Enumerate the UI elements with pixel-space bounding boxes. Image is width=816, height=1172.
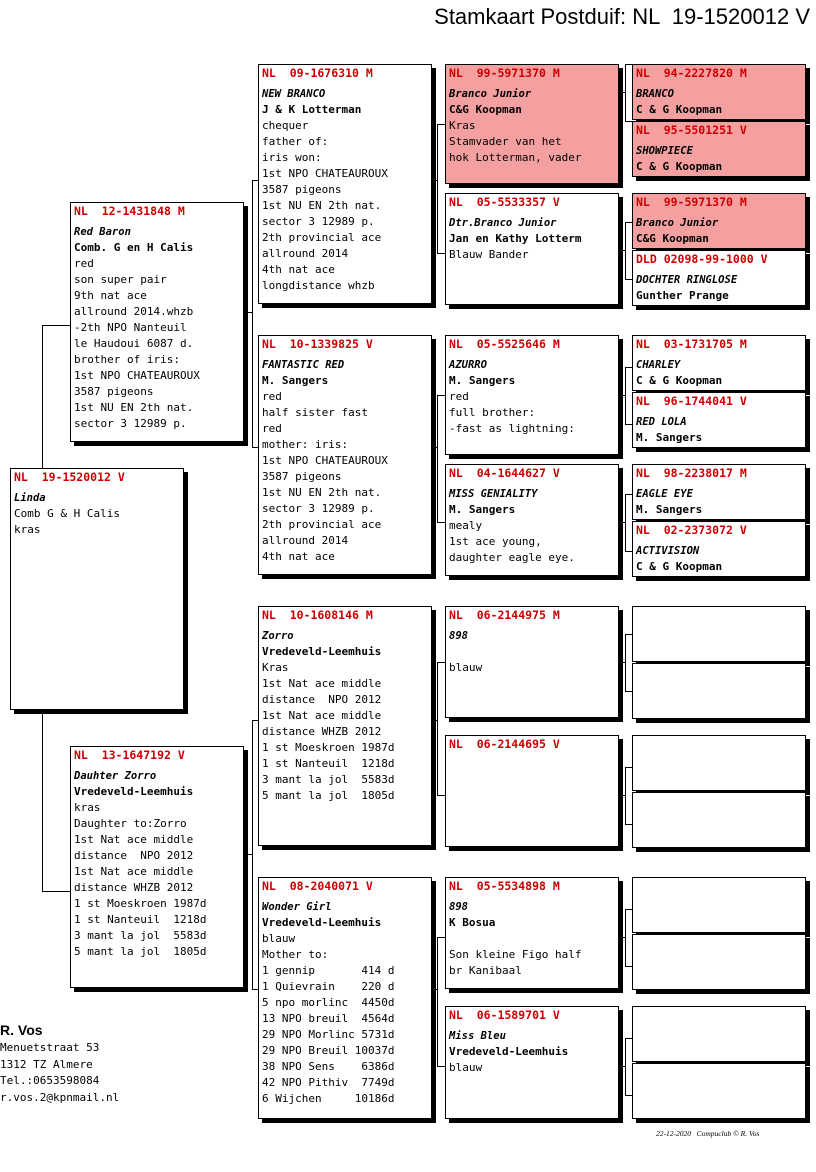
info-line: allround 2014.whzb [74,305,194,318]
ring-number: NL 98-2238017 M [636,466,747,480]
ring-number: NL 95-5501251 V [636,123,747,137]
info-line: -2th NPO Nanteuil [74,321,187,334]
owner-phone: Tel.:0653598084 [0,1074,100,1087]
pigeon-name: 898 [449,630,468,642]
info-line: mother: iris: [262,438,349,451]
info-line: kras [14,523,41,536]
breeder-name: C & G Koopman [636,560,723,573]
pedigree-card [632,121,806,177]
info-line [446,644,618,660]
info-line: 13 NPO breuil 4564d [262,1012,395,1025]
pigeon-name: SHOWPIECE [636,145,693,157]
connector-line [625,824,632,825]
info-line: 5 mant la jol 1805d [262,789,395,802]
pedigree-card [632,464,806,520]
breeder-name: J & K Lotterman [262,103,362,116]
owner-address-street: Menuetstraat 53 [0,1041,100,1054]
connector-line [437,1066,445,1067]
ring-number: NL 10-1339825 V [262,337,373,351]
pedigree-card [632,877,806,933]
info-line: Mother to: [262,948,329,961]
connector-line [625,222,626,279]
connector-line [437,937,438,1066]
breeder-name: C & G Koopman [636,103,723,116]
connector-line [437,395,438,522]
pedigree-card [632,64,806,120]
breeder-name: M. Sangers [636,503,703,516]
info-line: Comb G & H Calis [14,507,120,520]
pedigree-card [632,392,806,448]
ring-number: NL 12-1431848 M [74,204,185,218]
ring-number: NL 96-1744041 V [636,394,747,408]
connector-line [437,124,438,253]
connector-line [625,551,632,552]
owner-email: r.vos.2@kpnmail.nl [0,1090,120,1104]
footer-date: 22-12-2020 [656,1129,691,1138]
pigeon-name: NEW BRANCO [262,88,326,100]
info-line: half sister fast [262,406,368,419]
connector-line [252,720,253,989]
ring-number: NL 06-2144695 V [449,737,560,751]
info-line: sector 3 12989 p. [262,502,375,515]
pedigree-card [445,464,619,576]
breeder-name: Vredeveld-Leemhuis [262,645,382,658]
ring-number: NL 19-1520012 V [14,470,125,484]
footer-credit: Compuclub © R. Vos [696,1129,760,1138]
connector-line [42,325,43,468]
info-line: 1st NU EN 2th nat. [262,199,382,212]
pedigree-card [445,335,619,455]
pedigree-card [632,1006,806,1062]
pedigree-card [10,468,184,710]
connector-line [437,522,445,523]
breeder-name: Vredeveld-Leemhuis [262,916,382,929]
connector-line [625,634,632,635]
ring-number: NL 02-2373072 V [636,523,747,537]
ring-number: NL 94-2227820 M [636,66,747,80]
info-line: 3 mant la jol 5583d [262,773,395,786]
info-line: Blauw Bander [449,248,529,261]
pigeon-name: Branco Junior [636,217,719,229]
pedigree-card [445,877,619,989]
connector-line [625,367,632,368]
info-line: kras [74,801,101,814]
pedigree-card [632,606,806,662]
connector-line [625,1095,632,1096]
info-line: mealy [449,519,483,532]
pigeon-name: Wonder Girl [262,901,332,913]
info-line: 1st NPO CHATEAUROUX [74,369,200,382]
info-line: distance WHZB 2012 [262,725,382,738]
info-line: Stamvader van het [449,135,562,148]
ring-number: NL 05-5525646 M [449,337,560,351]
breeder-name: Gunther Prange [636,289,729,302]
pedigree-card [632,934,806,990]
connector-line [625,222,632,223]
pigeon-name: AZURRO [449,359,487,371]
pedigree-card [632,792,806,848]
pigeon-name: Red Baron [74,226,131,238]
owner-block [0,1020,119,1106]
pedigree-card [445,1006,619,1119]
info-line: blauw [449,661,483,674]
info-line: son super pair [74,273,167,286]
pigeon-name: CHARLEY [636,359,681,371]
info-line: father of: [262,135,329,148]
owner-address-city: 1312 TZ Almere [0,1057,93,1071]
connector-line [437,124,445,125]
pigeon-name: Branco Junior [449,88,532,100]
connector-line [625,367,626,424]
info-line: 3587 pigeons [262,470,342,483]
info-line: 1 st Moeskroen 1987d [74,897,207,910]
pedigree-card [258,335,432,575]
pedigree-card [445,606,619,718]
ring-number: NL 04-1644627 V [449,466,560,480]
pedigree-card [632,663,806,719]
ring-number: DLD 02098-99-1000 V [636,252,768,266]
info-line: 1st Nat ace middle [262,677,382,690]
info-line: 1 st Moeskroen 1987d [262,741,395,754]
info-line: 1st Nat ace middle [262,709,382,722]
pedigree-card [632,193,806,249]
pedigree-card [258,64,432,304]
pedigree-card [632,335,806,391]
connector-line [625,909,632,910]
connector-line [625,64,626,121]
info-line: 1st NPO CHATEAUROUX [262,454,388,467]
pedigree-card [258,606,432,846]
ring-number: NL 09-1676310 M [262,66,373,80]
connector-line [625,494,626,551]
connector-line [625,279,632,280]
pedigree-card [70,746,244,988]
info-line: le Haudoui 6087 d. [74,337,194,350]
connector-line [625,1038,626,1095]
ring-number: NL 05-5533357 V [449,195,560,209]
connector-line [42,325,70,326]
info-line: daughter eagle eye. [449,551,575,564]
info-line: -fast as lightning: [449,422,575,435]
breeder-name: C&G Koopman [636,232,709,245]
info-line: iris won: [262,151,322,164]
info-line: 6 Wijchen 10186d [262,1092,395,1105]
info-line: 3587 pigeons [74,385,154,398]
connector-line [625,767,632,768]
connector-line [625,691,632,692]
breeder-name: K Bosua [449,916,496,929]
info-line [446,931,618,947]
pigeon-name: Dtr.Branco Junior [449,217,557,229]
ring-number: NL 06-2144975 M [449,608,560,622]
ring-number: NL 10-1608146 M [262,608,373,622]
connector-line [625,634,626,691]
page-title: Stamkaart Postduif: NL 19-1520012 V [434,4,810,29]
info-line: distance NPO 2012 [262,693,382,706]
connector-line [437,937,445,938]
connector-line [625,1038,632,1039]
connector-line [437,795,445,796]
info-line: longdistance whzb [262,279,375,292]
info-line: blauw [262,932,296,945]
breeder-name: C&G Koopman [449,103,522,116]
connector-line [252,180,253,447]
pedigree-card [70,202,244,442]
info-line: chequer [262,119,309,132]
pedigree-card [445,735,619,847]
info-line: 4th nat ace [262,263,335,276]
breeder-name: M. Sangers [636,431,703,444]
info-line: 1st Nat ace middle [74,865,194,878]
info-line: br Kanibaal [449,964,522,977]
info-line: distance WHZB 2012 [74,881,194,894]
info-line: Kras [449,119,476,132]
pigeon-name: BRANCO [636,88,674,100]
info-line: allround 2014 [262,534,349,547]
info-line: 1 st Nanteuil 1218d [262,757,395,770]
connector-line [42,891,70,892]
connector-line [42,710,43,891]
info-line: 1st NU EN 2th nat. [262,486,382,499]
pigeon-name: Linda [14,492,46,504]
info-line: 4th nat ace [262,550,335,563]
ring-number: NL 05-5534898 M [449,879,560,893]
breeder-name: Jan en Kathy Lotterm [449,232,582,245]
pedigree-card [632,735,806,791]
info-line: 1 gennip 414 d [262,964,395,977]
footer [656,1129,759,1138]
pigeon-name: Zorro [262,630,294,642]
info-line: 5 npo morlinc 4450d [262,996,395,1009]
breeder-name: C & G Koopman [636,374,723,387]
info-line: 1st NU EN 2th nat. [74,401,194,414]
info-line: 2th provincial ace [262,518,382,531]
info-line: 1st NPO CHATEAUROUX [262,167,388,180]
info-line: sector 3 12989 p. [262,215,375,228]
breeder-name: Vredeveld-Leemhuis [449,1045,569,1058]
info-line: red [262,390,282,403]
ring-number: NL 13-1647192 V [74,748,185,762]
breeder-name: M. Sangers [449,374,516,387]
info-line: 3 mant la jol 5583d [74,929,207,942]
ring-number: NL 99-5971370 M [449,66,560,80]
info-line: 1 Quievrain 220 d [262,980,395,993]
info-line: 42 NPO Pithiv 7749d [262,1076,395,1089]
breeder-name: M. Sangers [449,503,516,516]
pigeon-name: ACTIVISION [636,545,700,557]
pigeon-name: FANTASTIC RED [262,359,345,371]
connector-line [625,424,632,425]
info-line: sector 3 12989 p. [74,417,187,430]
ring-number: NL 03-1731705 M [636,337,747,351]
info-line: distance NPO 2012 [74,849,194,862]
pedigree-card [445,193,619,305]
info-line: Kras [262,661,289,674]
breeder-name: Vredeveld-Leemhuis [74,785,194,798]
info-line: 1 st Nanteuil 1218d [74,913,207,926]
info-line: Son kleine Figo half [449,948,582,961]
connector-line [625,64,632,65]
pigeon-name: Miss Bleu [449,1030,506,1042]
pigeon-name: Dauhter Zorro [74,770,157,782]
connector-line [625,494,632,495]
info-line: 2th provincial ace [262,231,382,244]
connector-line [625,121,632,122]
info-line: 1st ace young, [449,535,542,548]
connector-line [437,395,445,396]
pedigree-card [445,64,619,184]
ring-number: NL 99-5971370 M [636,195,747,209]
connector-line [437,253,445,254]
connector-line [625,909,626,966]
pigeon-name: 898 [449,901,468,913]
info-line: allround 2014 [262,247,349,260]
info-line: full brother: [449,406,536,419]
ring-number: NL 06-1589701 V [449,1008,560,1022]
info-line: red [74,257,94,270]
info-line: blauw [449,1061,483,1074]
pigeon-name: RED LOLA [636,416,687,428]
pedigree-card [632,521,806,577]
connector-line [625,767,626,824]
info-line: 5 mant la jol 1805d [74,945,207,958]
pedigree-card [632,1063,806,1119]
breeder-name: Comb. G en H Calis [74,241,194,254]
info-line: red [449,390,469,403]
info-line: red [262,422,282,435]
pigeon-name: EAGLE EYE [636,488,693,500]
owner-name: R. Vos [0,1022,43,1038]
pedigree-card [632,250,806,306]
info-line: 9th nat ace [74,289,147,302]
info-line: hok Lotterman, vader [449,151,582,164]
pigeon-name: MISS GENIALITY [449,488,538,500]
info-line: Daughter to:Zorro [74,817,187,830]
info-line: brother of iris: [74,353,180,366]
connector-line [437,662,445,663]
ring-number: NL 08-2040071 V [262,879,373,893]
connector-line [244,854,252,855]
pigeon-name: DOCHTER RINGLOSE [636,274,738,286]
info-line: 29 NPO Morlinc 5731d [262,1028,395,1041]
breeder-name: C & G Koopman [636,160,723,173]
info-line: 3587 pigeons [262,183,342,196]
info-line: 1st Nat ace middle [74,833,194,846]
connector-line [625,966,632,967]
info-line: 38 NPO Sens 6386d [262,1060,395,1073]
connector-line [244,312,252,313]
breeder-name: M. Sangers [262,374,329,387]
connector-line [437,662,438,795]
pedigree-card [258,877,432,1119]
info-line: 29 NPO Breuil 10037d [262,1044,395,1057]
